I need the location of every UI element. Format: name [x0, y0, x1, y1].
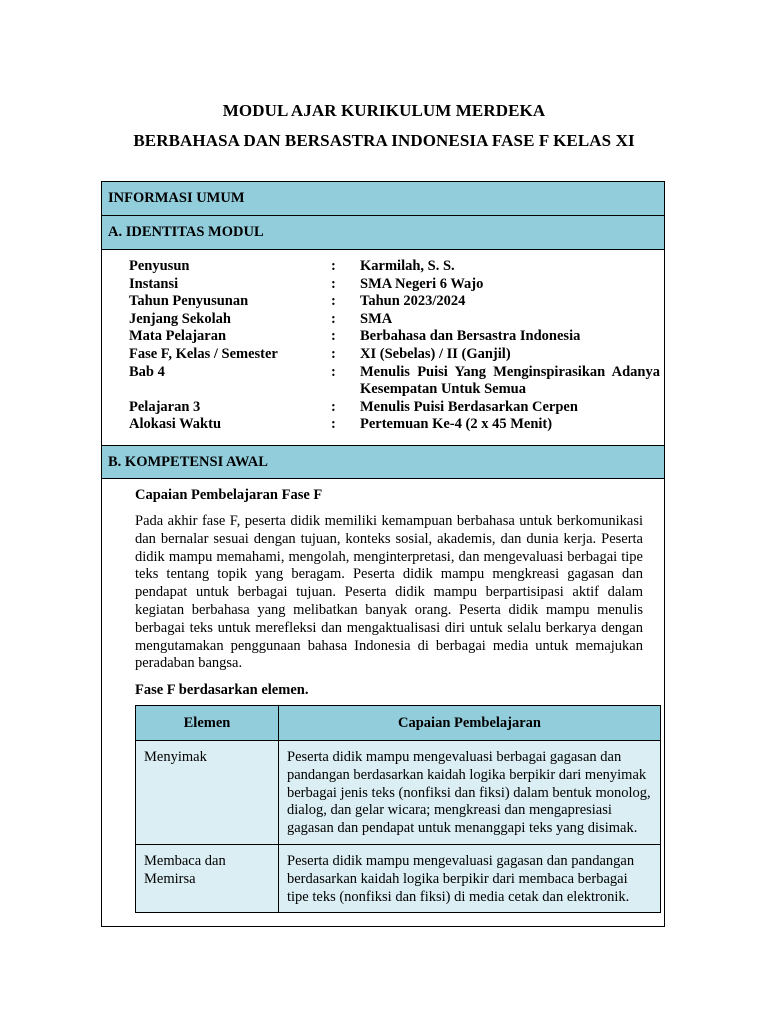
identitas-separator: : [331, 293, 336, 310]
header-capaian: Capaian Pembelajaran [279, 706, 661, 741]
identitas-label: Alokasi Waktu [129, 416, 222, 433]
table-row [136, 844, 661, 912]
kompetensi-content [135, 486, 643, 708]
section-kompetensi-awal: B. KOMPETENSI AWAL [102, 445, 664, 479]
identitas-separator: : [331, 345, 336, 362]
identitas-label: Jenjang Sekolah [129, 310, 231, 327]
identitas-row [129, 416, 660, 434]
cell-elemen: Membaca dan Memirsa [136, 844, 279, 912]
identitas-separator: : [331, 416, 336, 433]
identitas-separator: : [331, 310, 336, 327]
elemen-title: Fase F berdasarkan elemen. [135, 682, 309, 699]
identitas-value: SMA [360, 310, 393, 327]
identitas-separator: : [331, 363, 336, 380]
table-header-row [136, 706, 661, 741]
identitas-row [129, 293, 660, 311]
identitas-label: Mata Pelajaran [129, 328, 227, 345]
capaian-paragraph: Pada akhir fase F, peserta didik memiliki kemampuan berbahasa untuk berkomunikasi dan bernalar sesuai dengan tujuan, konteks sosial, akademis, dan dunia kerja. Peserta didik mampu memahami, mengolah, menginterpretasi, dan mengevaluasi berbagai tipe teks tentang topik yang beragam. Peserta didik mampu mengkreasi gagasan dan pendapat untuk berbagai tujuan. Peserta didik mampu berpartisipasi aktif dalam kegiatan berbahasa yang melibatkan banyak orang. Peserta didik mampu menulis berbagai teks untuk merefleksi dan mengaktualisasi diri untuk selalu berkarya dengan mengutamakan penggunaan bahasa Indonesia di berbagai media untuk memajukan peradaban bangsa. [135, 513, 643, 672]
identitas-label: Pelajaran 3 [129, 398, 201, 415]
identitas-value: SMA Negeri 6 Wajo [360, 275, 484, 292]
identitas-separator: : [331, 275, 336, 292]
cell-capaian: Peserta didik mampu mengevaluasi gagasan dan pandangan berdasarkan kaidah logika berpikir dari membaca berbagai tipe teks (nonfiksi dan fiksi) di media cetak dan elektronik. [279, 844, 661, 912]
document-subtitle: BERBAHASA DAN BERSASTRA INDONESIA FASE F KELAS XI [133, 131, 635, 150]
identitas-value: Menulis Puisi Yang Menginspirasikan Adanya Kesempatan Untuk Semua [360, 363, 660, 398]
elemen-table [135, 705, 661, 913]
identitas-value: Tahun 2023/2024 [360, 293, 466, 310]
document-title: MODUL AJAR KURIKULUM MERDEKA [222, 101, 546, 120]
identitas-row [129, 258, 660, 276]
identitas-value: Karmilah, S. S. [360, 258, 455, 274]
identitas-list [129, 258, 660, 434]
identitas-label: Instansi [129, 275, 179, 292]
cell-capaian: Peserta didik mampu mengevaluasi berbagai gagasan dan pandangan berdasarkan kaidah logika berpikir dari menyimak berbagai jenis teks (nonfiksi dan fiksi) dalam bentuk monolog, dialog, dan gelar wicara; mengkreasi dan mengapresiasi gagasan dan pendapat untuk menanggapi teks yang disimak. [279, 741, 661, 845]
info-frame [101, 181, 665, 927]
identitas-value: Menulis Puisi Berdasarkan Cerpen [360, 398, 578, 415]
capaian-title: Capaian Pembelajaran Fase F [135, 487, 323, 503]
identitas-value: XI (Sebelas) / II (Ganjil) [360, 345, 511, 362]
identitas-value: Pertemuan Ke-4 (2 x 45 Menit) [360, 416, 553, 433]
section-identitas-modul: A. IDENTITAS MODUL [102, 216, 664, 250]
identitas-label: Tahun Penyusunan [129, 293, 249, 310]
identitas-separator: : [331, 258, 336, 274]
identitas-separator: : [331, 328, 336, 345]
section-informasi-umum: INFORMASI UMUM [102, 182, 664, 216]
identitas-label: Fase F, Kelas / Semester [129, 345, 278, 362]
identitas-label: Penyusun [129, 258, 190, 274]
cell-elemen: Menyimak [136, 741, 279, 845]
identitas-row [129, 364, 660, 399]
header-elemen: Elemen [136, 706, 279, 741]
identitas-row [129, 399, 660, 417]
identitas-row [129, 346, 660, 364]
identitas-value: Berbahasa dan Bersastra Indonesia [360, 328, 581, 345]
identitas-separator: : [331, 398, 336, 415]
identitas-row [129, 276, 660, 294]
identitas-row [129, 311, 660, 329]
identitas-row [129, 328, 660, 346]
table-row [136, 741, 661, 845]
identitas-label: Bab 4 [129, 363, 165, 380]
